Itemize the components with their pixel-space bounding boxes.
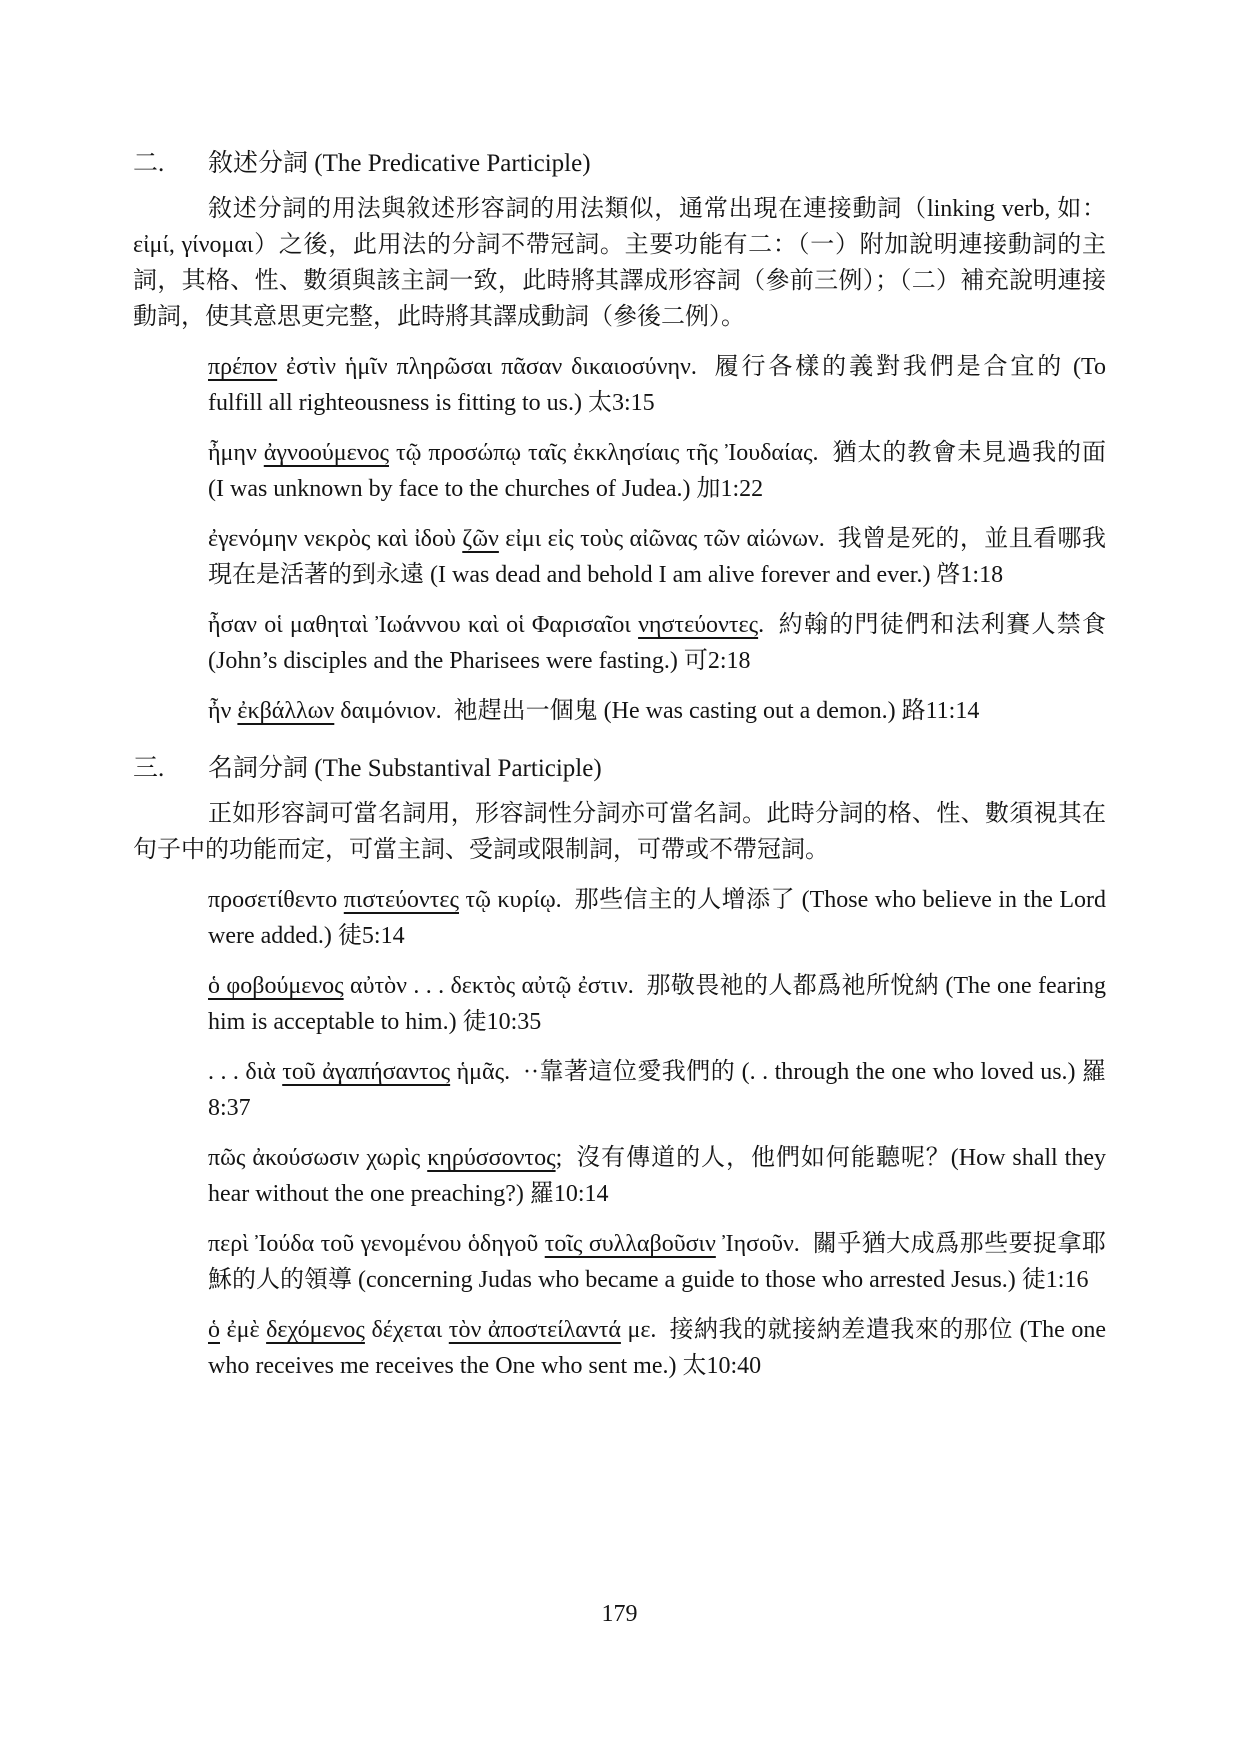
example-text: εἰμι εἰς τοὺς αἰῶνας τῶν αἰώνων. 我曾是死的，並且看哪我現在是活著的到永遠 (I was dead and behold I am alive forever and ever.) 啓1:18	[208, 526, 1106, 588]
example-text: δέχεται	[364, 1317, 449, 1343]
example	[208, 968, 1112, 1040]
example-list	[208, 882, 1113, 1384]
section-paragraph: 敘述分詞的用法與敘述形容詞的用法類似，通常出現在連接動詞（linking verb, 如：εἰμί, γίνομαι）之後，此用法的分詞不帶冠詞。主要功能有二：（一）附加說明連接動詞的主詞，其格、性、數須與該主詞一致，此時將其譯成形容詞（參前三例）；（二）補充說明連接動詞，使其意思更完整，此時將其譯成動詞（參後二例）。	[133, 196, 1106, 330]
section-title: 名詞分詞 (The Substantival Participle)	[208, 755, 602, 782]
example	[208, 1140, 1112, 1212]
underlined-participle: κηρύσσοντος	[427, 1145, 556, 1171]
example	[208, 349, 1112, 421]
example-text: . 約翰的門徒們和法利賽人禁食 (John’s disciples and the Pharisees were fasting.) 可2:18	[208, 612, 1113, 674]
example	[208, 521, 1106, 593]
section-title: 敘述分詞 (The Predicative Participle)	[208, 150, 591, 177]
example	[208, 1226, 1106, 1298]
section-predicative-participle	[133, 146, 1113, 729]
underlined-participle: πρέπον	[208, 354, 278, 380]
example	[208, 882, 1112, 954]
example-text: τῷ προσώπῳ ταῖς ἐκκλησίαις τῆς Ἰουδαίας. 猶太的教會未見過我的面 (I was unknown by face to the churches of Judea.) 加1:22	[208, 440, 1112, 502]
underlined-participle: νηστεύοντες	[638, 612, 759, 638]
example-text: προσετίθεντο	[208, 887, 344, 913]
example	[208, 693, 1106, 729]
section-paragraph: 正如形容詞可當名詞用，形容詞性分詞亦可當名詞。此時分詞的格、性、數須視其在句子中的功能而定，可當主詞、受詞或限制詞，可帶或不帶冠詞。	[133, 801, 1106, 863]
underlined-participle: τοῖς συλλαβοῦσιν	[544, 1231, 716, 1257]
example-list	[208, 349, 1113, 729]
example	[208, 1312, 1113, 1384]
underlined-participle: ὁ	[208, 1317, 220, 1343]
underlined-participle: ἐκβάλλων	[237, 698, 335, 724]
example-text: αὐτὸν . . . δεκτὸς αὐτῷ ἐστιν. 那敬畏祂的人都爲祂所悅納 (The one fearing him is acceptable to him.) 徒10:35	[208, 973, 1112, 1035]
example-text: τῷ κυρίῳ. 那些信主的人增添了 (Those who believe in the Lord were added.) 徒5:14	[208, 887, 1112, 949]
underlined-participle: δεχόμενος	[266, 1317, 365, 1343]
example-text: ἡμᾶς. ··靠著這位愛我們的 (. . through the one who loved us.) 羅8:37	[208, 1059, 1106, 1121]
underlined-participle: ζῶν	[462, 526, 499, 552]
section-substantival-participle	[133, 751, 1113, 1384]
underlined-participle: τὸν ἀποστείλαντά	[448, 1317, 621, 1343]
example-text: ἐμὲ	[220, 1317, 267, 1343]
example-text: ἦμην	[208, 440, 264, 466]
underlined-participle: ἀγνοούμενος	[263, 440, 389, 466]
example-text: ; 沒有傳道的人，他們如何能聽呢？(How shall they hear without the one preaching?) 羅10:14	[208, 1145, 1112, 1207]
example-text: ἦν	[208, 698, 238, 724]
example-text: δαιμόνιον. 祂趕出一個鬼 (He was casting out a demon.) 路11:14	[334, 698, 980, 724]
underlined-participle: πιστεύοντες	[343, 887, 459, 913]
example-text: περὶ Ἰούδα τοῦ γενομένου ὁδηγοῦ	[208, 1231, 545, 1257]
example-text: ἐγενόμην νεκρὸς καὶ ἰδοὺ	[208, 526, 463, 552]
example-text: ἦσαν οἱ μαθηταὶ Ἰωάννου καὶ οἱ Φαρισαῖοι	[208, 612, 639, 638]
section-heading	[133, 751, 1106, 787]
example	[208, 1054, 1106, 1126]
page-content	[133, 146, 1113, 1384]
example	[208, 607, 1113, 679]
example-text: . . . διὰ	[208, 1059, 283, 1085]
example-text: Ἰησοῦν. 關乎猶大成爲那些要捉拿耶穌的人的領導 (concerning Judas who became a guide to those who arrested Jesus.) 徒1:16	[208, 1231, 1106, 1293]
example	[208, 435, 1112, 507]
example-text: με. 接納我的就接納差遣我來的那位 (The one who receives me receives the One who sent me.) 太10:40	[208, 1317, 1113, 1379]
underlined-participle: ὁ φοβούμενος	[208, 973, 344, 999]
page-number: 179	[601, 1601, 638, 1627]
section-number: 二.	[133, 150, 165, 177]
section-number: 三.	[133, 755, 165, 782]
section-heading	[133, 146, 1106, 182]
example-text: ἐστὶν ἡμῖν πληρῶσαι πᾶσαν δικαιοσύνην. 履行各樣的義對我們是合宜的 (To fulfill all righteousness is fitting to us.) 太3:15	[208, 354, 1112, 416]
underlined-participle: τοῦ ἀγαπήσαντος	[282, 1059, 451, 1085]
example-text: πῶς ἀκούσωσιν χωρὶς	[208, 1145, 428, 1171]
